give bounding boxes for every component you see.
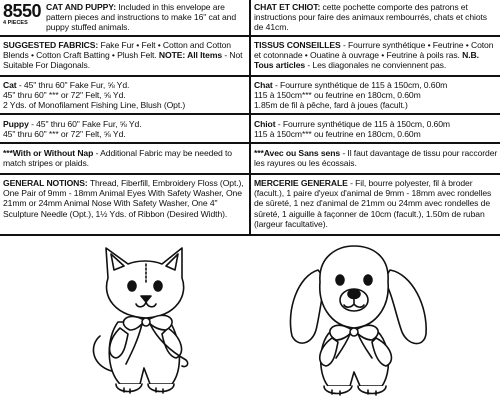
cat-plush-illustration <box>86 240 206 400</box>
fabrics-en-text: Fake Fur • Felt • Cotton and Cotton Blends • Cotton Craft Batting • Plush Felt. <box>3 40 231 61</box>
notions-fr-text: - Fil, bourre polyester, fil à broder (facult.), 1 paire d'yeux d'animal de 9mm - 18mm avec rondelles de sûreté, 1 nez d'animal de 21mm ou 24mm avec rondelles de sûreté, 1 aiguille à façonner de 10cm (facult.), 1.50m de ruban (largeur facultative). <box>254 178 492 229</box>
nap-fr <box>254 148 498 168</box>
rule-5 <box>0 173 500 175</box>
fabrics-fr-text: - Fourrure synthétique • Feutrine • Coton et cotonnade • Ouatine à ouvrage • Feutrine à poils ras. <box>254 40 494 61</box>
rule-3 <box>0 113 500 115</box>
intro-fr-title: CHAT ET CHIOT: <box>254 2 321 12</box>
pattern-number-block <box>3 3 41 26</box>
rule-6 <box>0 234 500 236</box>
cat-fr-line1: - Fourrure synthétique de 115 à 150cm, 0.60m <box>275 80 448 90</box>
notions-fr <box>254 178 498 229</box>
cat-en-line3: 2 Yds. of Monofilament Fishing Line, Blush (Opt.) <box>3 100 186 111</box>
fabrics-en-note-label: NOTE: All Items <box>158 50 223 61</box>
rule-2 <box>0 75 500 77</box>
intro-en <box>46 2 246 33</box>
intro-fr-text: cette pochette comporte des patrons et instructions pour faire des animaux rembourrés, chats et chiots de 41cm. <box>254 2 488 33</box>
fabrics-en <box>3 40 246 71</box>
puppy-en-line2: 45" thru 60" *** or 72" Felt, ⅝ Yd. <box>3 129 126 140</box>
notions-en <box>3 178 246 219</box>
cat-fr-label: Chat <box>254 80 273 90</box>
puppy-fr-label: Chiot <box>254 119 276 129</box>
puppy-fr-line1: - Fourrure synthétique de 115 à 150cm, 0.60m <box>277 119 450 129</box>
cat-fr-line3: 1.85m de fil à pêche, fard à joues (facult.) <box>254 100 408 111</box>
nap-en-text: - Additional Fabric may be needed to match stripes or plaids. <box>3 148 232 169</box>
notions-en-text: Thread, Fiberfill, Embroidery Floss (Opt.), One Pair of 9mm - 18mm Animal Eyes With Safety Washer, One 21mm or 24mm Animal Nose With Safety Washer, One 4" Sculpture Needle (Opt.), 1½ Yds. of Ribbon (Desired Width). <box>3 178 244 219</box>
puppy-fr <box>254 119 498 139</box>
fabrics-fr-title: TISSUS CONSEILLES <box>254 40 341 50</box>
fabrics-fr <box>254 40 498 71</box>
intro-fr <box>254 2 498 33</box>
cat-en-line2: 45" thru 60" *** or 72" Felt, ⅝ Yd. <box>3 90 126 101</box>
nap-en-label: ***With or Without Nap <box>3 148 94 158</box>
puppy-fr-line2: 115 à 150cm*** ou feutrine en 180cm, 0.60m <box>254 129 421 140</box>
cat-fr-line2: 115 à 150cm*** ou feutrine en 180cm, 0.60m <box>254 90 421 101</box>
cat-fr <box>254 80 498 111</box>
notions-fr-title: MERCERIE GENERALE <box>254 178 348 188</box>
nap-fr-text: - Il faut davantage de tissu pour raccorder les rayures ou les écossais. <box>254 148 498 169</box>
puppy-plush-illustration <box>278 240 438 400</box>
puppy-en <box>3 119 246 139</box>
intro-en-text: Included in this envelope are pattern pieces and instructions to make 16" cat and puppy stuffed animals. <box>46 2 236 33</box>
puppy-en-line1: - 45" thru 60" Fake Fur, ⅝ Yd. <box>31 119 142 129</box>
fabrics-fr-note-text: - Les diagonales ne conviennent pas. <box>307 60 447 71</box>
cat-en-label: Cat <box>3 80 17 90</box>
cat-en <box>3 80 246 111</box>
intro-en-title: CAT AND PUPPY: <box>46 2 117 12</box>
notions-en-title: GENERAL NOTIONS: <box>3 178 88 188</box>
pieces-count: 4 PIECES <box>3 20 28 26</box>
rule-4 <box>0 142 500 144</box>
puppy-en-label: Puppy <box>3 119 29 129</box>
nap-fr-label: ***Avec ou Sans sens <box>254 148 341 158</box>
pattern-number: 8550 <box>3 1 42 21</box>
fabrics-fr-note-label: N.B. Tous articles <box>254 50 479 71</box>
cat-en-line1: - 45" thru 60" Fake Fur, ⅝ Yd. <box>18 80 130 90</box>
fabrics-en-note-text: - Not Suitable For Diagonals. <box>3 50 243 71</box>
fabrics-en-title: SUGGESTED FABRICS: <box>3 40 99 50</box>
nap-en <box>3 148 246 168</box>
rule-1 <box>0 35 500 37</box>
